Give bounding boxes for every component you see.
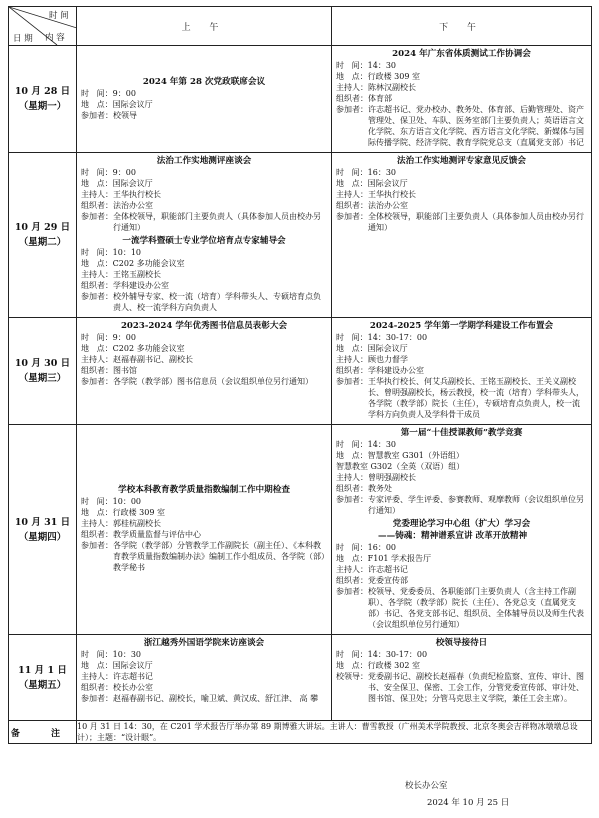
field-label: 组织者：: [81, 683, 113, 692]
field-value: 14：30: [367, 440, 396, 449]
field-value: 10：00: [112, 497, 141, 506]
field-value: 许志超书记、党办校办、教务处、体育部、后勤管理处、资产管理处、保卫处、车队、医务室部门主要负责人；英语语言文化学院、东方语言文化学院、西方语言文化学院、新媒体与国际传播学院、经济学院、教育学院党总支（直属党支部）书记: [368, 105, 584, 147]
field-label: 地 点：: [81, 661, 113, 670]
field-label: 参加者：: [81, 541, 113, 550]
field-label: 时 间：: [81, 168, 113, 177]
field-label: 时 间：: [336, 333, 368, 342]
event-line: [336, 211, 587, 233]
field-label: 时 间：: [81, 497, 113, 506]
field-label: 组织者：: [336, 484, 368, 493]
field-value: 教务处: [368, 484, 392, 493]
field-label: 主持人：: [81, 355, 113, 364]
date-cell: [9, 46, 77, 153]
event-line: [336, 542, 587, 553]
weekday-label: （星期一）: [18, 101, 67, 112]
pm-header: 下 午: [332, 7, 592, 46]
event-line: [336, 439, 587, 450]
field-label: 组织者：: [336, 201, 368, 210]
field-value: 校领导、党委委员、各职能部门主要负责人（含主持工作副职）、各学院（教学部）院长（主任）、各党总支（直属党支部）书记、各党支部书记、组织员、全体辅导员以及师生代表（会议组织单位另行通知）: [368, 587, 584, 629]
event-line: [336, 575, 587, 586]
field-value: 国际会议厅: [367, 344, 408, 353]
event-line: [81, 343, 327, 354]
pm-cell: [332, 318, 592, 425]
event-line: [81, 269, 327, 280]
field-value: 体育部: [368, 94, 392, 103]
field-value: 行政楼 302 室: [367, 661, 420, 670]
pm-events: [332, 635, 591, 708]
field-value: 国际会议厅: [112, 179, 153, 188]
date-label: 11 月 1 日: [18, 664, 67, 676]
day-row: [9, 635, 592, 721]
event-title: 2024-2025 学年第一学期学科建设工作布置会: [369, 321, 554, 331]
field-label: 主持人：: [336, 473, 368, 482]
corner-date-label: 日 期: [13, 34, 33, 44]
header-corner: [9, 7, 77, 46]
field-value: 行政楼 309 室: [112, 508, 165, 517]
field-label: 参加者：: [336, 105, 368, 114]
event-line: [81, 376, 327, 387]
date-cell: [9, 318, 77, 425]
field-value: 法治办公室: [368, 201, 408, 210]
field-value: 赵福春副书记、副校长，喻卫斌、黄汉成、舒江津、 高 攀: [113, 694, 319, 703]
event-line: [81, 178, 327, 189]
field-value: 各学院（教学部）图书信息员（会议组织单位另行通知）: [113, 377, 313, 386]
field-label: 地 点：: [336, 72, 368, 81]
am-events: [77, 482, 331, 577]
field-value: 校外辅导专家、校一流（培育）学科带头人、专硕培育点负责人、校一流学科方向负责人: [113, 292, 321, 312]
field-label: 参加者：: [81, 110, 113, 120]
event-line: [336, 472, 587, 483]
field-value: 校长办公室: [113, 683, 153, 692]
field-label: 地 点：: [81, 259, 113, 268]
field-label: 主持人：: [81, 672, 113, 681]
field-value: 顾也力督学: [368, 355, 408, 364]
field-value: 陈林汉副校长: [368, 83, 416, 92]
event-line: [81, 110, 327, 121]
event-title: 第一届“十佳授课教师”教学竞赛: [400, 428, 523, 438]
event-title: 浙江越秀外国语学院来访座谈会: [143, 638, 265, 648]
event-line: [336, 671, 587, 704]
field-label: 组织者：: [336, 366, 368, 375]
field-label: 组织者：: [81, 281, 113, 290]
field-value: 学科建设办公室: [368, 366, 424, 375]
field-label: 参加者：: [81, 212, 113, 221]
field-label: 地 点：: [336, 179, 368, 188]
schedule-table: [8, 6, 592, 744]
event: [81, 235, 327, 313]
event: [336, 320, 587, 420]
field-value: 王华执行校长: [368, 190, 416, 199]
field-label: 组织者：: [81, 366, 113, 375]
field-label: 地 点：: [81, 344, 113, 353]
field-value: 全体校领导，职能部门主要负责人（具体参加人员由校办另行通知）: [113, 212, 321, 232]
event-line: [81, 280, 327, 291]
weekday-label: （星期五）: [18, 679, 67, 691]
note-label: 备 注: [9, 721, 77, 744]
event-subtitle: ——铸魂：精神谱系宣讲 改革开放精神: [378, 531, 528, 541]
event-line: [81, 354, 327, 365]
field-value: 王华执行校长、何艾兵副校长、王铭玉副校长、王关义副校长、曾明强副校长，杨云教授，校一流（培育）学科带头人，各学院（教学部）院长（主任），专硕培育点负责人，校一流学科方向负责人及学科骨干成员: [368, 377, 584, 419]
pm-events: [332, 318, 591, 424]
field-label: 参加者：: [336, 587, 368, 596]
field-label: 地 点：: [336, 451, 368, 460]
event: [336, 637, 587, 704]
event-title: 2024 年广东省体质测试工作协调会: [392, 49, 531, 59]
event-line: [81, 518, 327, 529]
field-value: 王华执行校长: [113, 190, 161, 199]
field-value: 党委副书记、副校长赵福春（负责纪检监察、宣传、审计、图书、安全保卫、保密、工会工作，分管党委宣传部、审计处、图书馆、保卫处；分管马克思主义学院，兼任工会主席）。: [368, 672, 584, 703]
field-label: 时 间：: [336, 440, 368, 449]
event-line: [336, 93, 587, 104]
event: [81, 637, 327, 704]
field-value: C202 多功能会议室: [112, 259, 185, 268]
day-row: [9, 425, 592, 635]
day-row: [9, 318, 592, 425]
event-line: [81, 660, 327, 671]
weekday-label: （星期三）: [18, 373, 67, 384]
event-line: [336, 354, 587, 365]
date-label: 10 月 28 日: [14, 86, 71, 97]
field-label: 时 间：: [336, 650, 368, 659]
field-value: 9：00: [112, 333, 136, 342]
field-label: 参加者：: [81, 377, 113, 386]
field-value: 国际会议厅: [367, 179, 408, 188]
pm-events: [332, 46, 591, 152]
event-title: 2024 年第 28 次党政联席会议: [142, 76, 266, 87]
event-line: [336, 660, 587, 671]
field-value: 校领导: [113, 110, 137, 120]
event-line: [336, 82, 587, 93]
day-row: [9, 153, 592, 318]
event-title: 校领导接待日: [435, 638, 488, 648]
weekday-label: （星期四）: [18, 531, 67, 543]
event-line: [81, 332, 327, 343]
field-label: 时 间：: [81, 88, 113, 98]
event-line: [81, 365, 327, 376]
event-line: [81, 693, 327, 704]
field-value: 曾明强副校长: [368, 473, 416, 482]
am-events: [77, 153, 331, 317]
event-line: [81, 540, 327, 573]
field-value: 16：30: [367, 168, 396, 177]
am-events: [77, 635, 331, 708]
event-line: [81, 247, 327, 258]
field-value: 14：30: [367, 61, 396, 70]
field-label: 主持人：: [336, 355, 368, 364]
event-line: [336, 649, 587, 660]
field-label: 主持人：: [81, 270, 113, 279]
field-value: 智慧教室 G302（全英（双语）组）: [336, 462, 465, 471]
footer-date: 2024 年 10 月 25 日: [427, 798, 510, 808]
note-row: [9, 721, 592, 744]
am-cell: [77, 425, 332, 635]
field-label: 地 点：: [336, 554, 368, 563]
field-label: 校领导：: [336, 672, 368, 681]
event-line: [336, 553, 587, 564]
field-label: 主持人：: [336, 565, 368, 574]
field-value: 国际会议厅: [112, 99, 153, 109]
field-label: 时 间：: [336, 543, 368, 552]
event-line: [336, 461, 587, 472]
event-line: [81, 671, 327, 682]
event-line: [81, 682, 327, 693]
event: [336, 155, 587, 233]
event-line: [336, 104, 587, 148]
event-line: [336, 343, 587, 354]
field-value: 法治办公室: [113, 201, 153, 210]
field-value: 10：10: [112, 248, 141, 257]
field-label: 地 点：: [336, 344, 368, 353]
field-label: 参加者：: [336, 377, 368, 386]
field-value: 许志超书记: [113, 672, 153, 681]
field-label: 参加者：: [81, 694, 113, 703]
field-label: 地 点：: [81, 99, 113, 109]
event-title: 2023-2024 学年优秀图书信息员表彰大会: [120, 321, 288, 331]
field-label: 主持人：: [81, 519, 113, 528]
field-label: 主持人：: [81, 190, 113, 199]
field-label: 组织者：: [81, 201, 113, 210]
event: [81, 320, 327, 387]
field-value: 行政楼 309 室: [367, 72, 420, 81]
field-value: 9：00: [112, 88, 136, 98]
field-label: 参加者：: [81, 292, 113, 301]
field-label: 组织者：: [336, 94, 368, 103]
date-label: 10 月 30 日: [14, 358, 71, 369]
event-line: [336, 200, 587, 211]
am-cell: [77, 635, 332, 721]
am-header: 上 午: [77, 7, 332, 46]
event-line: [81, 649, 327, 660]
event: [336, 48, 587, 148]
event-line: [336, 178, 587, 189]
pm-cell: [332, 153, 592, 318]
field-value: 专家评委、学生评委、参赛教师、观摩教师（会议组织单位另行通知）: [368, 495, 584, 515]
field-label: 地 点：: [81, 508, 113, 517]
event-line: [81, 258, 327, 269]
event-line: [336, 450, 587, 461]
event-line: [81, 200, 327, 211]
event-line: [336, 483, 587, 494]
field-label: 参加者：: [336, 212, 368, 221]
field-value: 智慧教室 G301（外语组）: [367, 451, 464, 460]
field-label: 主持人：: [336, 190, 368, 199]
field-value: 16：00: [367, 543, 396, 552]
field-label: 时 间：: [81, 333, 113, 342]
event: [336, 427, 587, 516]
corner-content-label: 内 容: [45, 33, 65, 43]
event-line: [336, 376, 587, 420]
pm-events: [332, 425, 591, 634]
field-value: 赵福春副书记、副校长: [113, 355, 193, 364]
day-row: [9, 46, 592, 153]
event-title: 一流学科暨硕士专业学位培育点专家辅导会: [122, 236, 286, 246]
field-value: 郭桂杭副校长: [113, 519, 161, 528]
field-label: 时 间：: [336, 168, 368, 177]
event-line: [336, 60, 587, 71]
am-cell: [77, 46, 332, 153]
field-label: 组织者：: [336, 576, 368, 585]
pm-cell: [332, 425, 592, 635]
footer-office: 校长办公室: [405, 781, 448, 791]
event-line: [81, 88, 327, 99]
event: [81, 155, 327, 233]
weekday-label: （星期二）: [18, 237, 67, 248]
event-line: [336, 564, 587, 575]
event-line: [336, 494, 587, 516]
field-label: 主持人：: [336, 83, 368, 92]
event-line: [81, 529, 327, 540]
field-value: C202 多功能会议室: [112, 344, 185, 353]
field-value: 学科建设办公室: [113, 281, 169, 290]
date-cell: [9, 635, 77, 721]
pm-events: [332, 153, 591, 237]
field-value: 王铭玉副校长: [113, 270, 161, 279]
date-label: 10 月 31 日: [14, 516, 71, 528]
event-line: [336, 167, 587, 178]
date-label: 10 月 29 日: [14, 222, 71, 233]
field-value: 10：30: [112, 650, 141, 659]
field-value: 全体校领导，职能部门主要负责人（具体参加人员由校办另行通知）: [368, 212, 584, 232]
event-line: [81, 211, 327, 233]
am-cell: [77, 153, 332, 318]
corner-time-label: 时 间: [49, 11, 69, 21]
event-line: [81, 167, 327, 178]
note-text: 10 月 31 日 14：30，在 C201 学术报告厅举办第 89 期博雅大讲坛。主讲人：曹雪教授（广州美术学院教授、北京冬奥会吉祥物冰墩墩总设计）；主题：“设计眼”。: [77, 721, 592, 744]
event-line: [336, 332, 587, 343]
event: [81, 484, 327, 573]
am-events: [77, 318, 331, 391]
field-value: 国际会议厅: [112, 661, 153, 670]
field-value: 14：30-17：00: [367, 650, 428, 659]
event: [81, 76, 327, 121]
event-line: [81, 291, 327, 313]
field-label: 时 间：: [81, 248, 113, 257]
event: [336, 518, 587, 630]
event-line: [336, 71, 587, 82]
pm-cell: [332, 635, 592, 721]
event-line: [336, 365, 587, 376]
am-events: [77, 74, 331, 125]
am-cell: [77, 318, 332, 425]
event-line: [81, 496, 327, 507]
date-cell: [9, 425, 77, 635]
field-value: 许志超书记: [368, 565, 408, 574]
field-label: 组织者：: [81, 530, 113, 539]
field-label: 时 间：: [336, 61, 368, 70]
field-label: 时 间：: [81, 650, 113, 659]
field-value: 9：00: [112, 168, 136, 177]
field-value: 图书馆: [113, 366, 137, 375]
pm-cell: [332, 46, 592, 153]
event-title: 法治工作实地测评专家意见反馈会: [397, 156, 526, 166]
field-value: 各学院（教学部）分管教学工作副院长（副主任）、《本科教育教学质量指数编制办法》编制工作小组成员、各学院（部）教学秘书: [113, 541, 325, 572]
field-value: 教学质量监督与评估中心: [113, 530, 201, 539]
event-line: [336, 189, 587, 200]
field-label: 地 点：: [81, 179, 113, 188]
event-title: 学校本科教育教学质量指数编制工作中期检查: [118, 485, 290, 495]
event-title: 党委理论学习中心组（扩大）学习会: [392, 519, 531, 529]
header-row: [9, 7, 592, 46]
field-label: 地 点：: [336, 661, 368, 670]
event-line: [336, 586, 587, 630]
date-cell: [9, 153, 77, 318]
field-value: 党委宣传部: [368, 576, 408, 585]
event-line: [81, 99, 327, 110]
event-line: [81, 189, 327, 200]
event-line: [81, 507, 327, 518]
event-title: 法治工作实地测评座谈会: [156, 156, 252, 166]
field-value: F101 学术报告厅: [367, 554, 432, 563]
field-value: 14：30-17：00: [367, 333, 428, 342]
field-label: 参加者：: [336, 495, 368, 504]
